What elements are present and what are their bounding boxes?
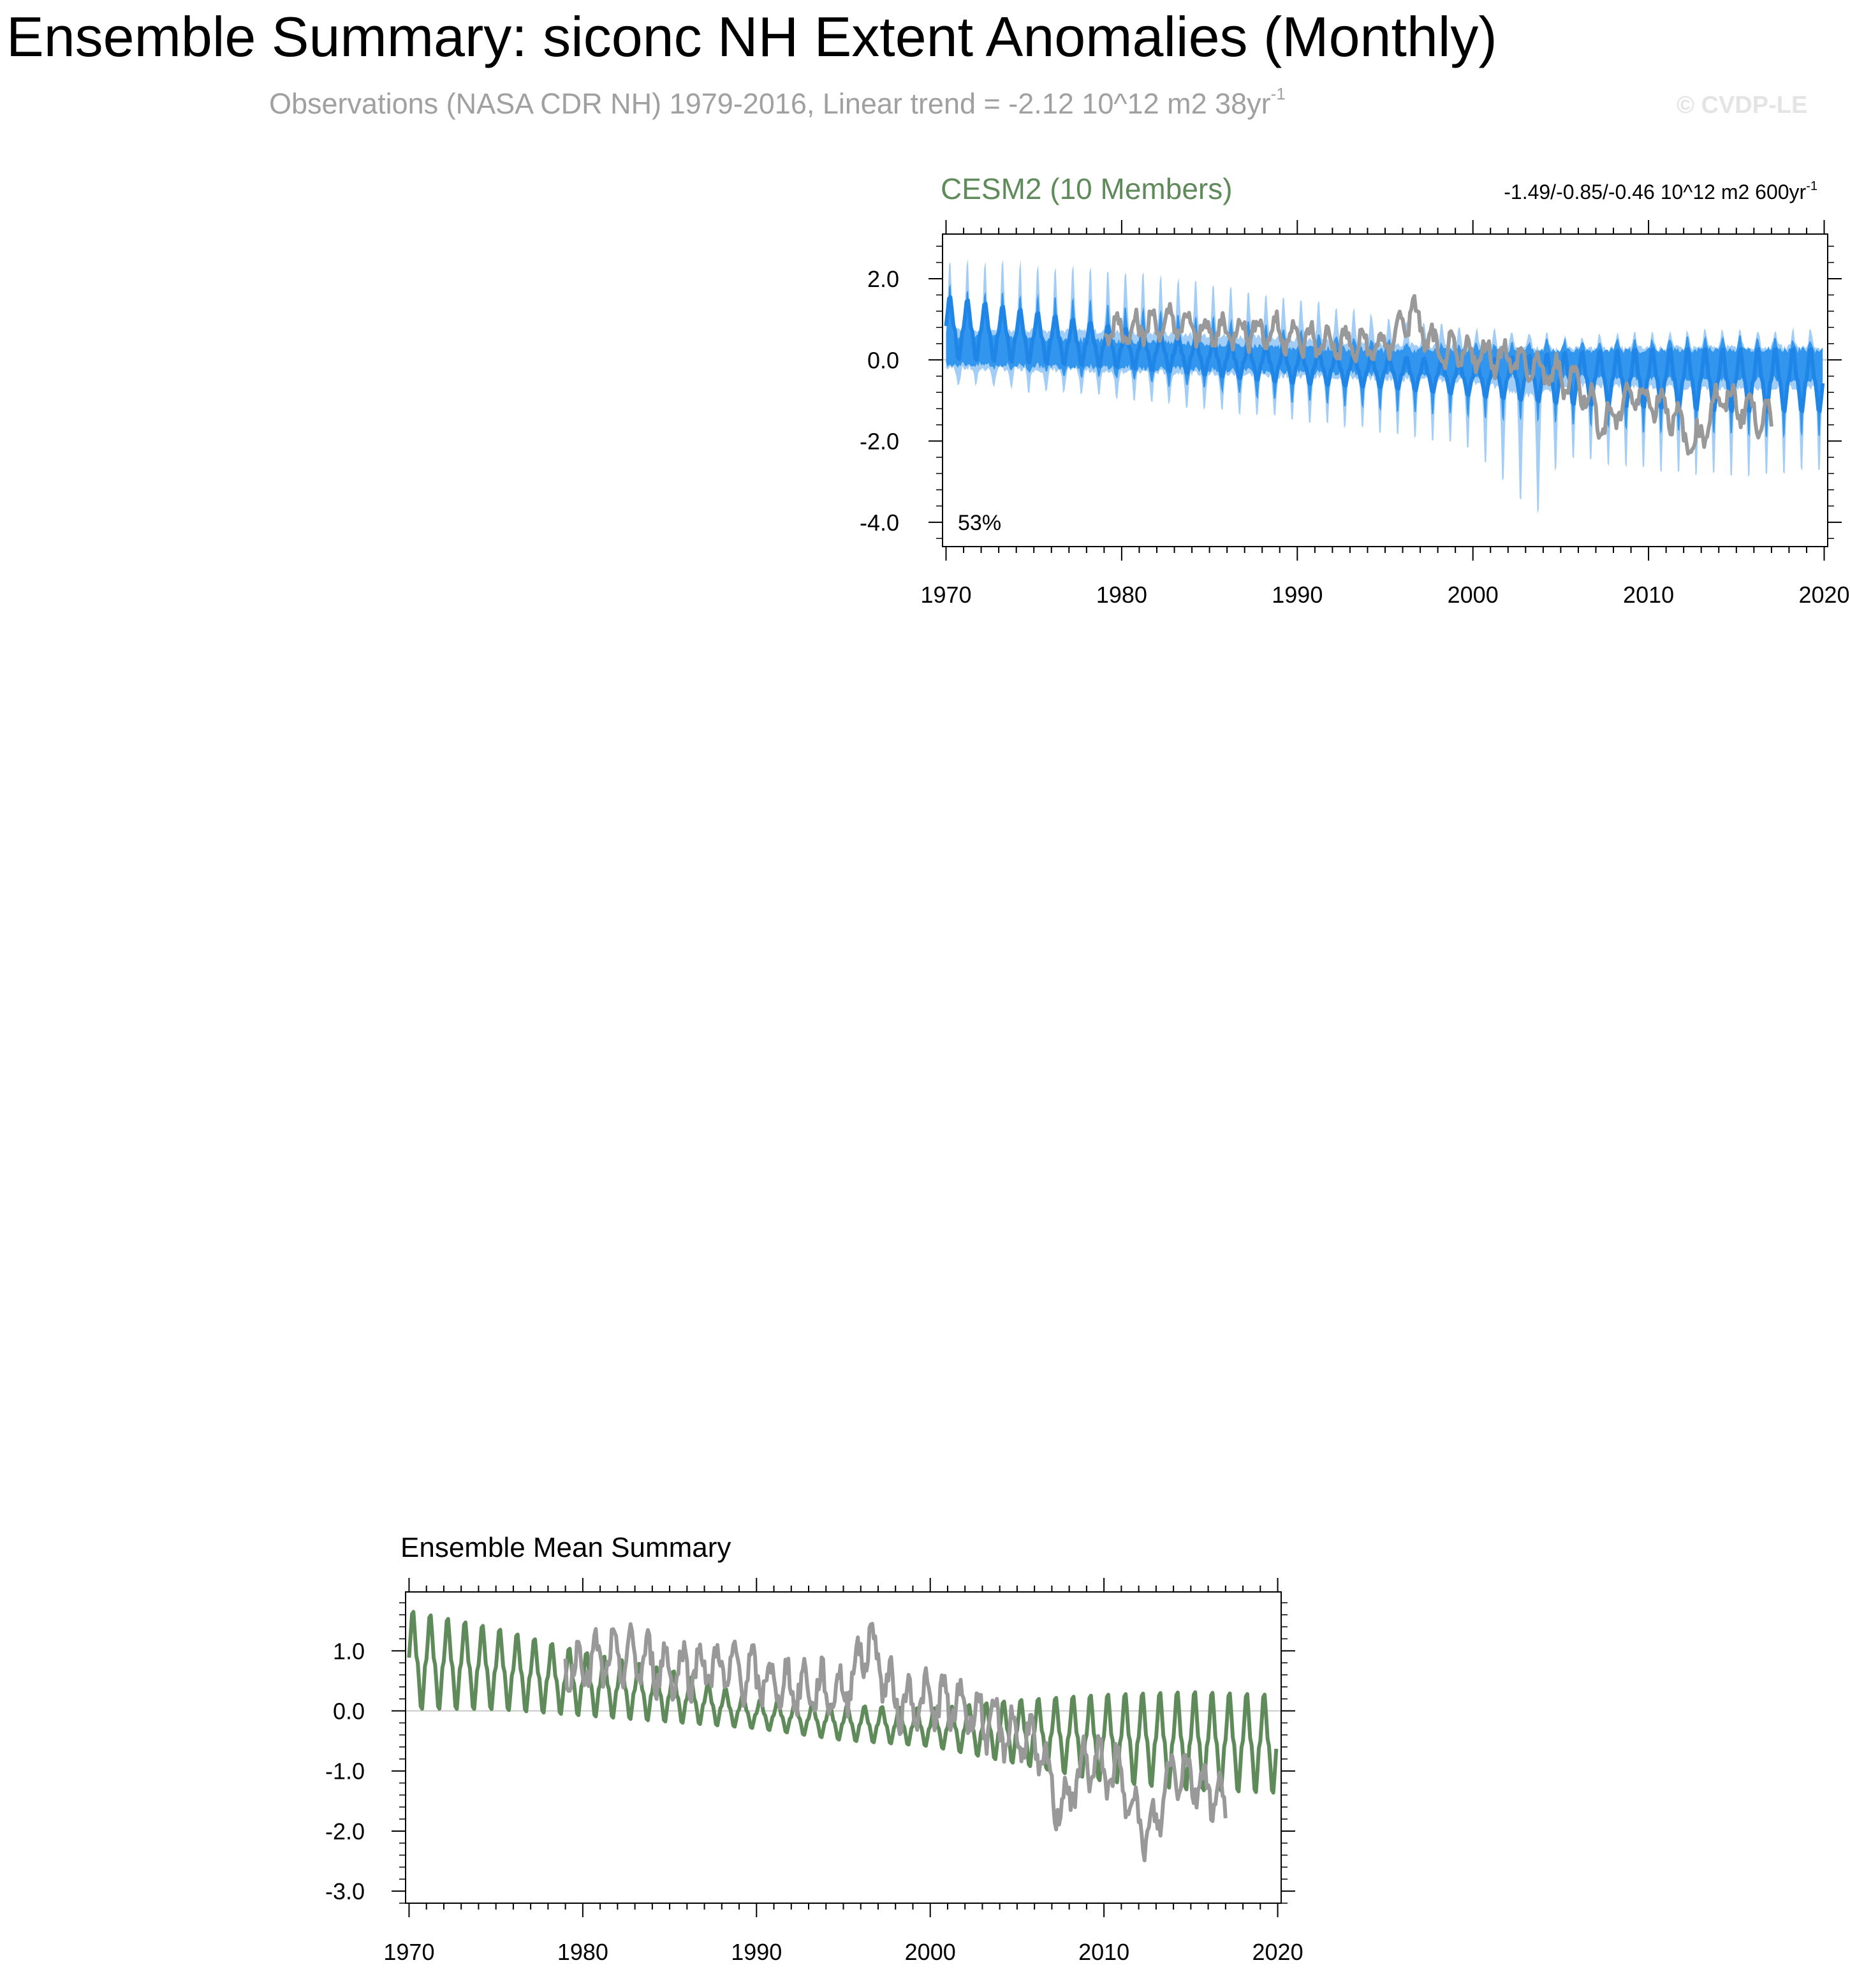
y-tick-label: -2.0 bbox=[859, 428, 899, 455]
x-tick-label: 1980 bbox=[1096, 582, 1147, 608]
observations-line bbox=[566, 1624, 1226, 1860]
subtitle-text: Observations (NASA CDR NH) 1979-2016, Linear trend = -2.12 10^12 m2 38yr bbox=[269, 87, 1271, 120]
chart-title: Ensemble Mean Summary bbox=[400, 1532, 731, 1563]
y-tick-label: -2.0 bbox=[325, 1818, 365, 1844]
chart-panel-summary bbox=[325, 1532, 1303, 1965]
y-tick-label: -4.0 bbox=[859, 509, 899, 536]
ensemble-mean-line bbox=[409, 1612, 1276, 1793]
x-tick-label: 2020 bbox=[1252, 1939, 1303, 1965]
x-tick-label: 2020 bbox=[1798, 582, 1850, 608]
x-tick-label: 1970 bbox=[920, 582, 972, 608]
x-tick-label: 1990 bbox=[1272, 582, 1323, 608]
plot-frame bbox=[406, 1592, 1281, 1903]
x-tick-label: 2000 bbox=[1447, 582, 1499, 608]
x-tick-label: 2000 bbox=[904, 1939, 956, 1965]
chart-panel-cesm2 bbox=[860, 172, 1850, 608]
subtitle-exponent: -1 bbox=[1270, 84, 1286, 103]
x-tick-label: 2010 bbox=[1078, 1939, 1130, 1965]
x-tick-label: 2010 bbox=[1623, 582, 1675, 608]
y-tick-label: 0.0 bbox=[332, 1698, 365, 1725]
x-tick-label: 1970 bbox=[383, 1939, 435, 1965]
y-tick-label: 2.0 bbox=[867, 266, 899, 292]
pattern-correlation-annotation: 53% bbox=[958, 510, 1002, 535]
trend-range-exponent: -1 bbox=[1806, 179, 1817, 193]
page-title: Ensemble Summary: siconc NH Extent Anomalies (Monthly) bbox=[6, 5, 1497, 68]
y-tick-label: -1.0 bbox=[325, 1758, 365, 1785]
watermark: © CVDP-LE bbox=[1677, 92, 1808, 119]
x-tick-label: 1980 bbox=[557, 1939, 608, 1965]
trend-range-text: -1.49/-0.85/-0.46 10^12 m2 600yr bbox=[1504, 180, 1807, 203]
x-tick-label: 1990 bbox=[731, 1939, 782, 1965]
y-tick-label: 1.0 bbox=[332, 1638, 365, 1665]
y-tick-label: -3.0 bbox=[325, 1878, 365, 1905]
trend-range-label bbox=[1504, 179, 1817, 203]
chart-title: CESM2 (10 Members) bbox=[941, 172, 1233, 205]
y-tick-label: 0.0 bbox=[867, 347, 899, 374]
